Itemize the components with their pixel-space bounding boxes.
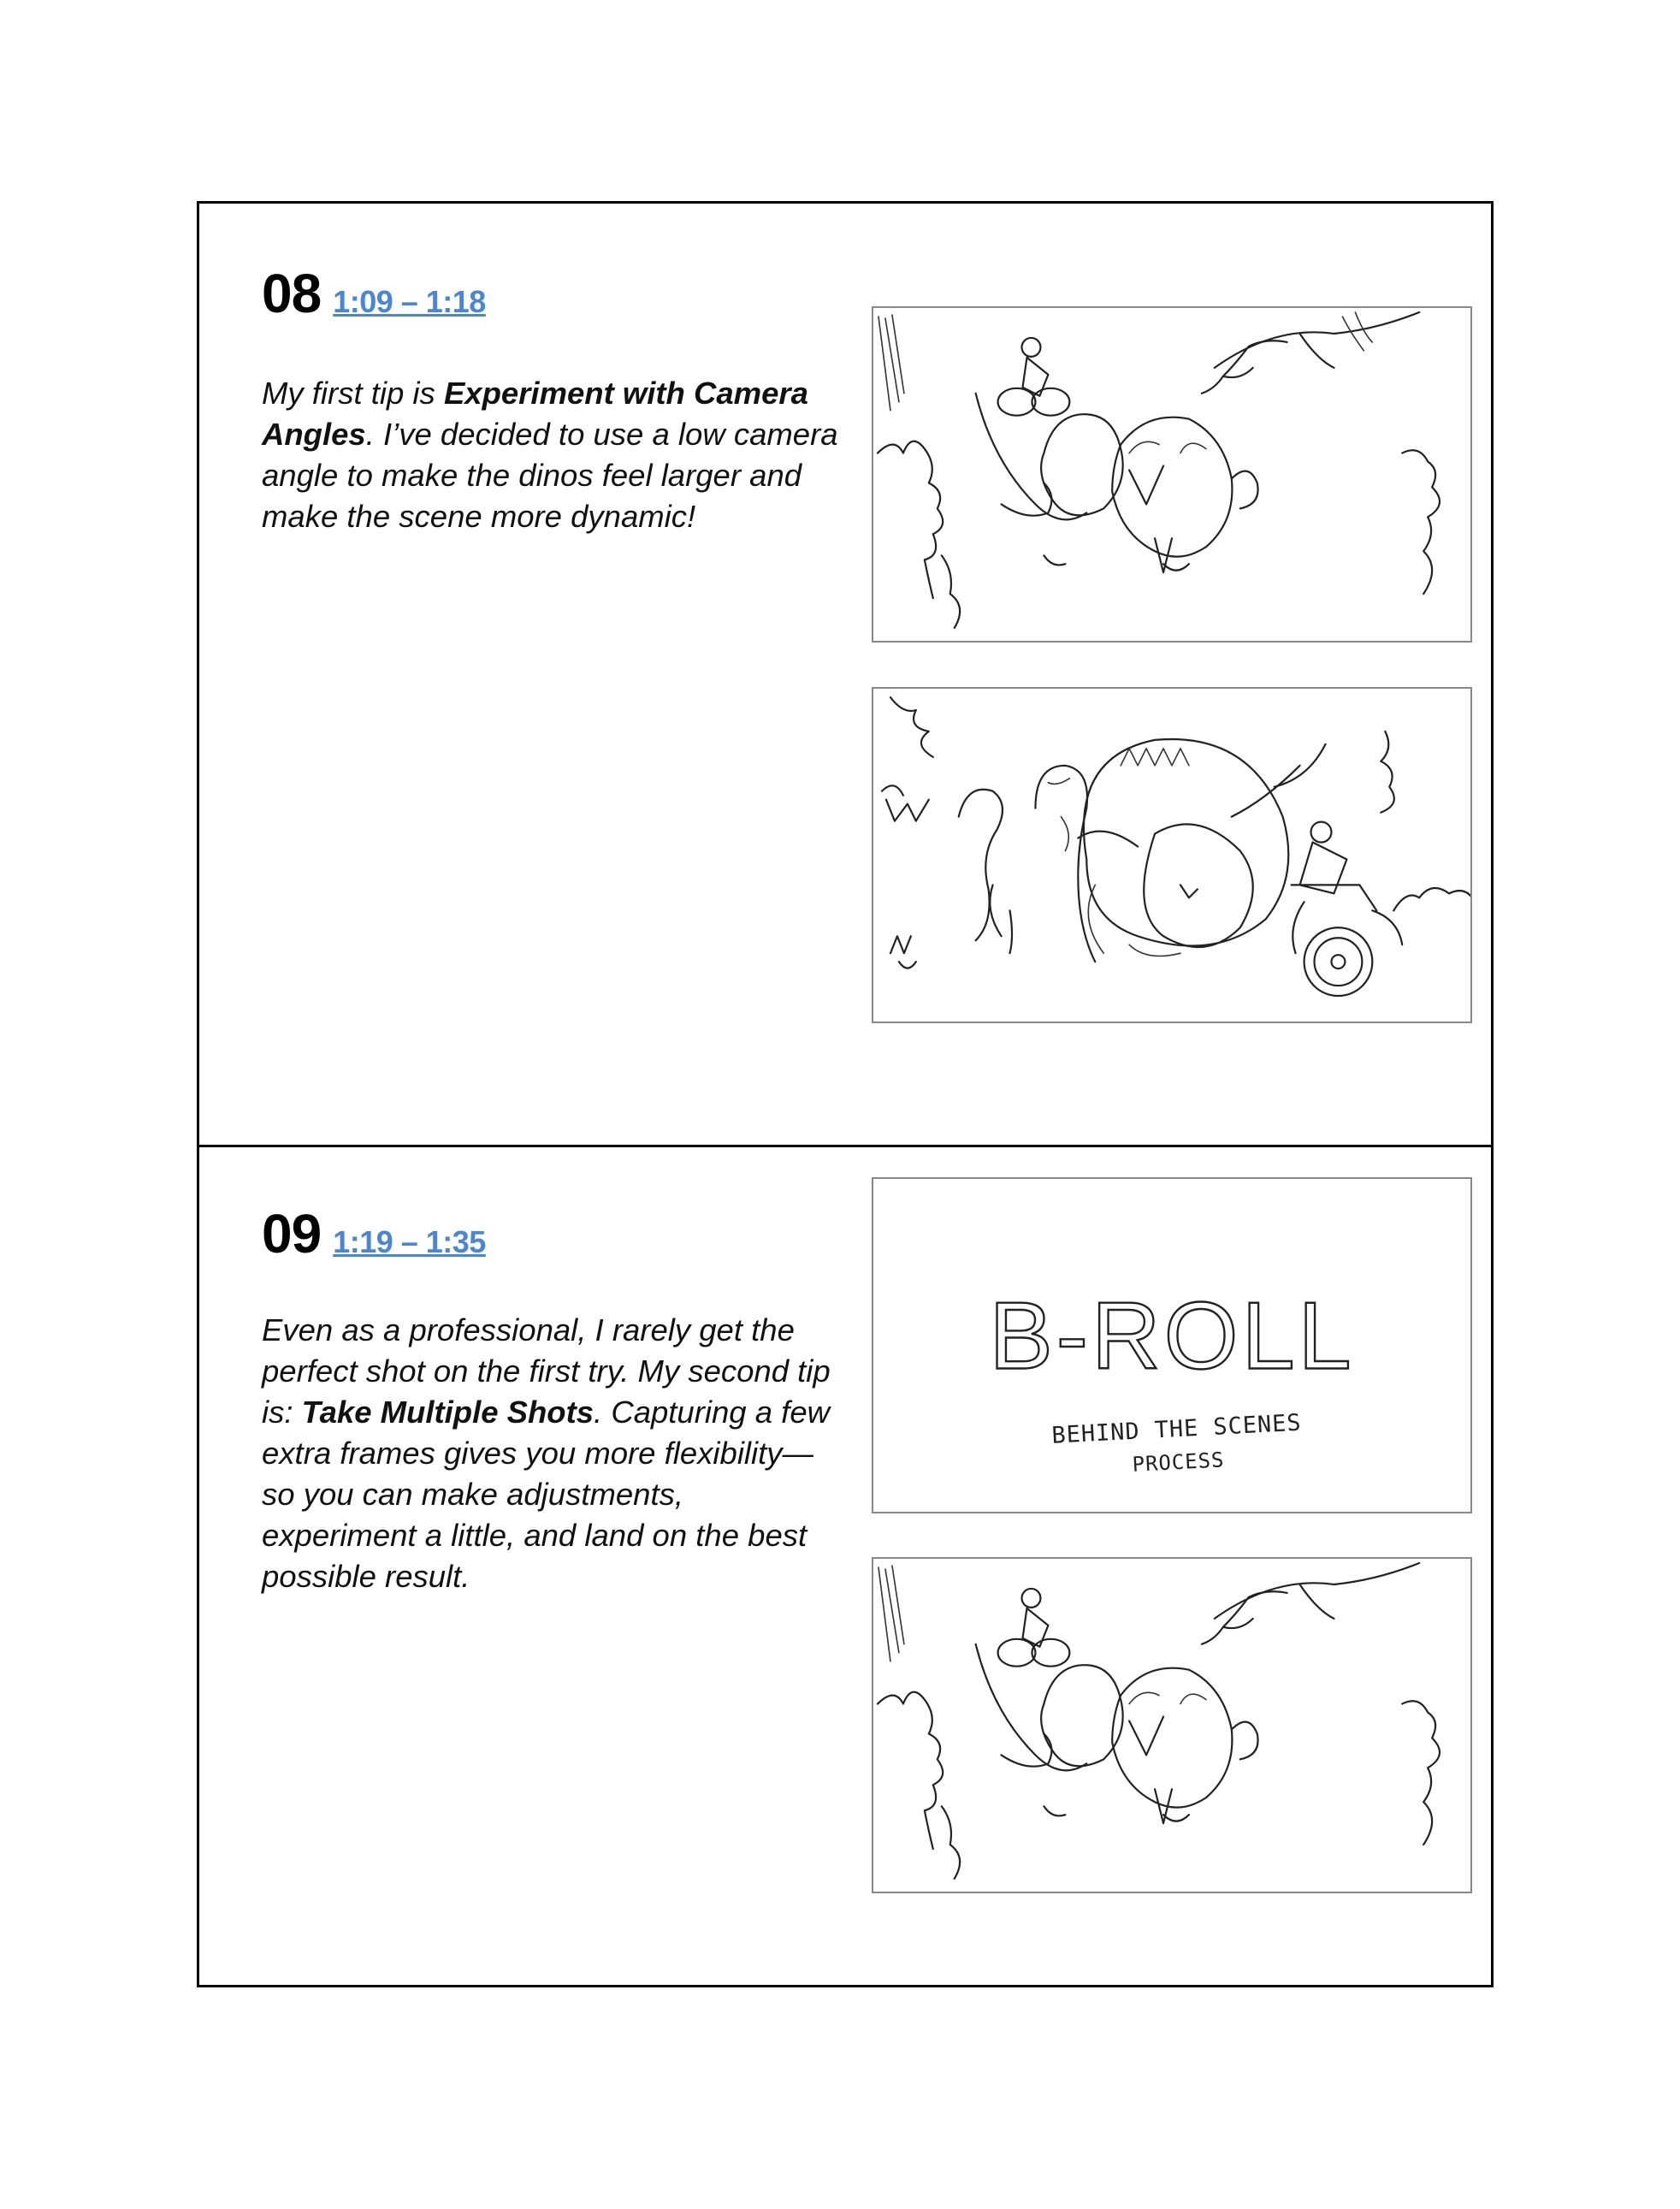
section-heading (262, 262, 486, 325)
storyboard-sheet (197, 201, 1494, 1987)
broll-subtitle-line2: PROCESS (1132, 1448, 1226, 1477)
storyboard-frame-1 (872, 306, 1472, 643)
section-heading (262, 1202, 486, 1265)
description-text: . Capturing a few extra frames gives you more flexibility—so you can make adjustments, experiment a little, and land on the best possible result. (262, 1395, 830, 1594)
sketch-triceratops-motorcycle (873, 689, 1470, 1022)
timecode-link[interactable]: 1:09 – 1:18 (333, 284, 486, 319)
sketch-low-angle-dinos (873, 308, 1470, 641)
broll-title-card (873, 1179, 1470, 1512)
storyboard-frame-broll (872, 1177, 1472, 1513)
storyboard-frame-2 (872, 687, 1472, 1023)
timecode-link[interactable]: 1:19 – 1:35 (333, 1224, 486, 1259)
section-number: 08 (262, 263, 322, 324)
section-number: 09 (262, 1203, 322, 1264)
storyboard-frame-4 (872, 1557, 1472, 1893)
description-text: My first tip is (262, 376, 444, 411)
storyboard-section-09 (199, 1147, 1491, 1985)
section-description (262, 1310, 843, 1597)
description-text: . I’ve decided to use a low camera angle to make the dinos feel larger and make the scene more dynamic! (262, 417, 838, 534)
broll-subtitle-line1: BEHIND THE SCENES (1050, 1409, 1303, 1449)
tip-title: Take Multiple Shots (301, 1395, 595, 1430)
sketch-low-angle-dinos-alt (873, 1559, 1470, 1892)
broll-title: B-ROLL (989, 1282, 1355, 1389)
description-text: Even as a professional, I rarely get the perfect shot on the first try. My second tip is: (262, 1312, 831, 1430)
tip-title: Experiment with Camera Angles (262, 376, 808, 452)
section-description (262, 373, 843, 537)
storyboard-section-08 (199, 204, 1491, 1147)
